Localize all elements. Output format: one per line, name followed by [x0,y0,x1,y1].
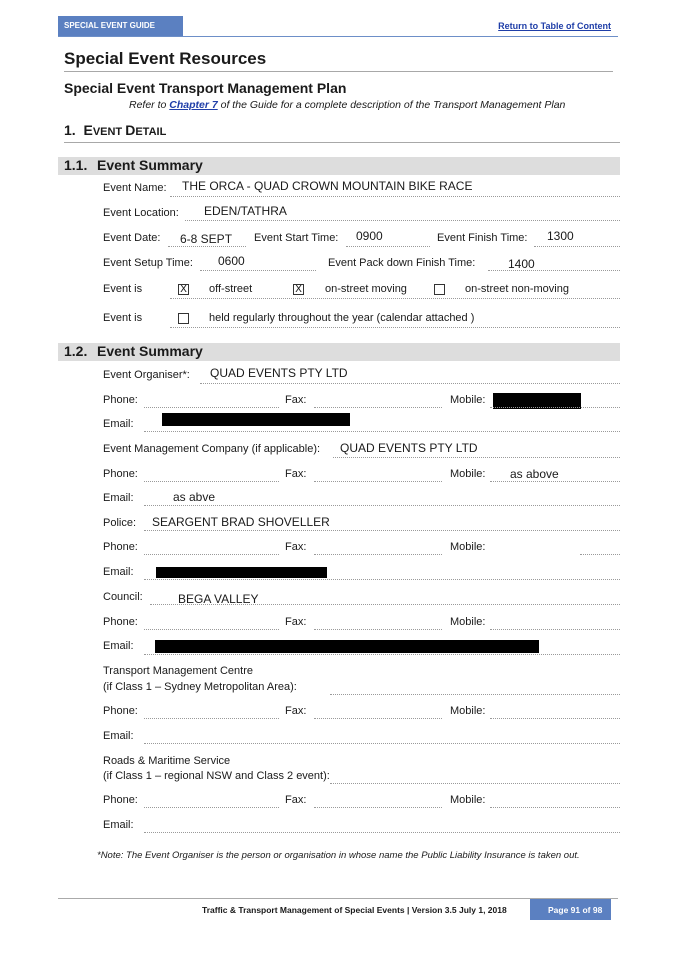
title-divider [64,71,613,72]
refer-line [129,99,565,111]
mgmt-mobile-label: Mobile: [450,468,486,480]
event-is-line [170,298,620,299]
event-name-label: Event Name: [103,182,167,194]
regular-label: held regularly throughout the year (calendar attached ) [209,312,475,324]
police-line [144,530,620,531]
police-mobile-line [580,554,620,555]
packdown-label: Event Pack down Finish Time: [328,257,476,269]
mgmt-phone-line [144,481,279,482]
rms-label-1: Roads & Maritime Service [103,755,231,767]
mgmt-label: Event Management Company (if applicable): [103,443,321,455]
organiser-fax-label: Fax: [285,394,307,406]
rms-fax-line [314,807,442,808]
council-label: Council: [103,591,143,603]
council-email-redacted [155,640,539,653]
mgmt-email-value[interactable]: as abve [173,490,216,504]
event-date-label: Event Date: [103,232,161,244]
council-mobile-label: Mobile: [450,616,486,628]
footer-text: Traffic & Transport Management of Special Events | Version 3.5 July 1, 2018 [202,905,507,915]
rms-label-2: (if Class 1 – regional NSW and Class 2 event): [103,770,330,782]
tmc-fax-line [314,718,442,719]
tmc-label-2: (if Class 1 – Sydney Metropolitan Area): [103,681,297,693]
council-fax-label: Fax: [285,616,307,628]
start-time-line [346,246,430,247]
header-tab: SPECIAL EVENT GUIDE [58,16,183,36]
council-phone-label: Phone: [103,616,138,628]
police-label: Police: [103,517,137,529]
rms-phone-line [144,807,279,808]
mgmt-line [333,457,620,458]
subsection-title-1-1: Event Summary [97,157,203,173]
council-phone-line [144,629,279,630]
mgmt-phone-label: Phone: [103,468,138,480]
tmc-email-label: Email: [103,730,134,742]
return-to-toc-link[interactable]: Return to Table of Content [498,21,611,31]
finish-time-label: Event Finish Time: [437,232,528,244]
onstreet-moving-label: on-street moving [325,283,407,295]
header-divider [58,36,618,37]
onstreet-nonmoving-checkbox[interactable] [434,284,445,295]
mgmt-mobile-value[interactable]: as above [510,467,559,481]
start-time-value[interactable]: 0900 [356,229,383,243]
council-line [150,604,620,605]
rms-fax-label: Fax: [285,794,307,806]
subsection-number-1-1: 1.1. [64,157,88,173]
organiser-phone-label: Phone: [103,394,138,406]
tmc-line [330,694,620,695]
police-fax-line [314,554,442,555]
refer-suffix: of the Guide for a complete description of the Transport Management Plan [217,99,566,111]
tmc-label-1: Transport Management Centre [103,665,253,677]
offstreet-checkbox[interactable]: X [178,284,189,295]
subsection-number-1-2: 1.2. [64,343,88,359]
event-name-line [170,196,620,197]
packdown-value[interactable]: 1400 [508,257,535,271]
section-cap-2: D [125,122,136,138]
refer-prefix: Refer to [129,99,170,111]
organiser-value[interactable]: QUAD EVENTS PTY LTD [210,366,348,380]
mgmt-email-line [144,505,620,506]
mgmt-fax-label: Fax: [285,468,307,480]
rms-mobile-line [490,807,620,808]
rms-line [330,783,620,784]
police-mobile-label: Mobile: [450,541,486,553]
police-email-redacted [156,567,327,578]
tmc-email-line [144,743,620,744]
organiser-line [200,383,620,384]
event-is-label-2: Event is [103,312,143,324]
organiser-email-redacted [162,413,350,426]
organiser-phone-line [144,407,279,408]
police-email-label: Email: [103,566,134,578]
police-fax-label: Fax: [285,541,307,553]
finish-time-value[interactable]: 1300 [547,229,574,243]
setup-time-line [200,270,316,271]
chapter-7-link[interactable]: Chapter 7 [169,99,218,111]
regular-checkbox[interactable] [178,313,189,324]
event-location-value[interactable]: EDEN/TATHRA [204,204,287,218]
tmc-phone-line [144,718,279,719]
council-value[interactable]: BEGA VALLEY [178,592,259,606]
event-is-label: Event is [103,283,143,295]
onstreet-moving-checkbox[interactable]: X [293,284,304,295]
event-date-value[interactable]: 6-8 SEPT [180,232,233,246]
mgmt-fax-line [314,481,442,482]
organiser-mobile-label: Mobile: [450,394,486,406]
section-divider [64,142,620,143]
council-email-label: Email: [103,640,134,652]
finish-time-line [534,246,620,247]
tmc-mobile-label: Mobile: [450,705,486,717]
council-fax-line [314,629,442,630]
section-number: 1. [64,122,76,138]
rms-mobile-label: Mobile: [450,794,486,806]
regular-line [170,327,620,328]
mgmt-email-label: Email: [103,492,134,504]
offstreet-label: off-street [209,283,253,295]
event-date-line [168,246,246,247]
organiser-fax-line [314,407,442,408]
onstreet-nonmoving-label: on-street non-moving [465,283,569,295]
section-rest-1: VENT [92,126,126,138]
organiser-email-line [144,431,620,432]
mgmt-value[interactable]: QUAD EVENTS PTY LTD [340,441,478,455]
setup-time-label: Event Setup Time: [103,257,193,269]
organiser-mobile-line [490,407,620,408]
rms-email-line [144,832,620,833]
page-number: Page 91 of 98 [530,899,611,920]
start-time-label: Event Start Time: [254,232,339,244]
organiser-label: Event Organiser*: [103,369,190,381]
police-email-line [144,579,620,580]
packdown-line [488,270,620,271]
council-mobile-line [490,629,620,630]
setup-time-value[interactable]: 0600 [218,254,245,268]
police-phone-line [144,554,279,555]
section-rest-2: ETAIL [135,126,167,138]
rms-phone-label: Phone: [103,794,138,806]
page-subtitle: Special Event Transport Management Plan [64,80,347,96]
subsection-title-1-2: Event Summary [97,343,203,359]
police-value[interactable]: SEARGENT BRAD SHOVELLER [152,515,330,529]
tmc-fax-label: Fax: [285,705,307,717]
police-phone-label: Phone: [103,541,138,553]
section-cap-1: E [83,122,93,138]
organiser-note: *Note: The Event Organiser is the person or organisation in whose name the Public Liability Insurance is taken out. [97,850,580,861]
organiser-email-label: Email: [103,418,134,430]
event-name-value[interactable]: THE ORCA - QUAD CROWN MOUNTAIN BIKE RACE [182,179,473,193]
council-email-line [144,654,620,655]
section-heading-event-detail [64,122,166,138]
tmc-phone-label: Phone: [103,705,138,717]
page-title: Special Event Resources [64,49,267,68]
tmc-mobile-line [490,718,620,719]
rms-email-label: Email: [103,819,134,831]
event-location-line [185,220,620,221]
mgmt-mobile-line [490,481,620,482]
event-location-label: Event Location: [103,207,179,219]
